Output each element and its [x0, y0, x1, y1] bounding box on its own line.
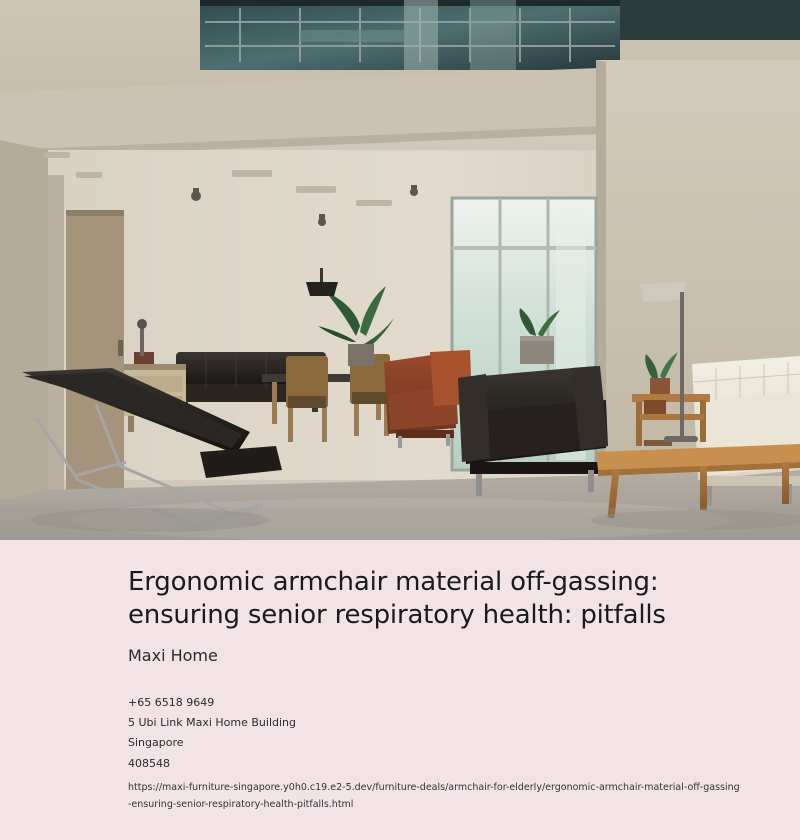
- article-info-panel: [0, 540, 800, 840]
- contact-block: [128, 693, 742, 774]
- contact-address-line1: 5 Ubi Link Maxi Home Building: [128, 715, 297, 729]
- contact-postal-code: 408548: [128, 756, 170, 770]
- contact-address-line2: Singapore: [128, 736, 184, 750]
- contact-phone: +65 6518 9649: [128, 695, 215, 709]
- page-title: Ergonomic armchair material off-gassing: ensuring senior respiratory health: pitfalls: [128, 567, 666, 630]
- brand-name: Maxi Home: [128, 645, 218, 665]
- page-url[interactable]: https://maxi-furniture-singapore.y0h0.c19.e2-5.dev/furniture-deals/armchair-for-elderly/ergonomic-armchair-material-off-gassing-ensuring-senior-respiratory-health-pitfalls.html: [128, 781, 740, 810]
